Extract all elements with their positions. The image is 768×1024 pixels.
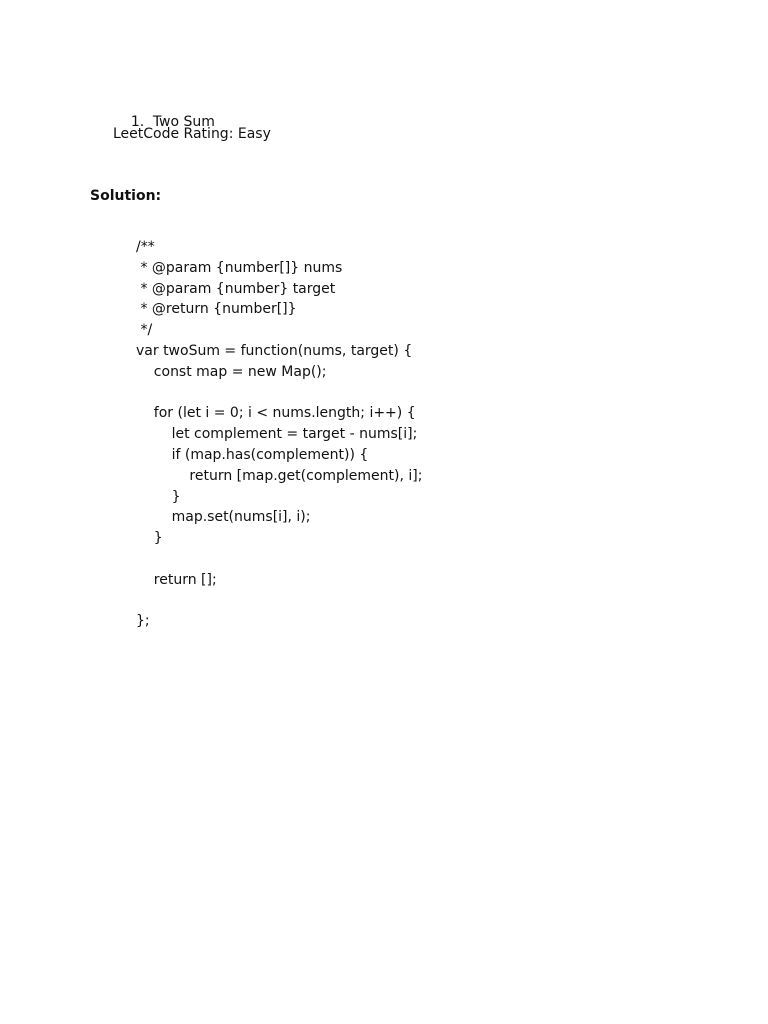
code-line: let complement = target - nums[i]; xyxy=(136,426,418,443)
code-line: } xyxy=(136,530,163,547)
code-line: * @return {number[]} xyxy=(136,301,297,318)
code-line: }; xyxy=(136,613,150,630)
problem-number: 1. xyxy=(130,114,145,130)
code-line: * @param {number} target xyxy=(136,280,336,297)
code-line: map.set(nums[i], i); xyxy=(136,509,311,526)
code-line: return []; xyxy=(136,571,217,588)
code-line: return [map.get(complement), i]; xyxy=(136,467,423,484)
code-line xyxy=(136,591,422,612)
code-line: * @param {number[]} nums xyxy=(136,259,343,276)
code-line: const map = new Map(); xyxy=(136,363,327,380)
code-line: if (map.has(complement)) { xyxy=(136,446,369,463)
code-line: for (let i = 0; i < nums.length; i++) { xyxy=(136,405,416,422)
code-line xyxy=(136,383,422,404)
solution-heading: Solution: xyxy=(90,188,162,204)
code-line: /** xyxy=(136,239,155,255)
problem-title: Two Sum xyxy=(152,114,215,130)
code-line xyxy=(136,549,422,570)
code-block xyxy=(136,237,422,632)
difficulty-rating: LeetCode Rating: Easy xyxy=(113,126,271,142)
code-line: */ xyxy=(136,322,153,339)
code-line: } xyxy=(136,488,181,505)
code-line: var twoSum = function(nums, target) { xyxy=(136,342,413,359)
